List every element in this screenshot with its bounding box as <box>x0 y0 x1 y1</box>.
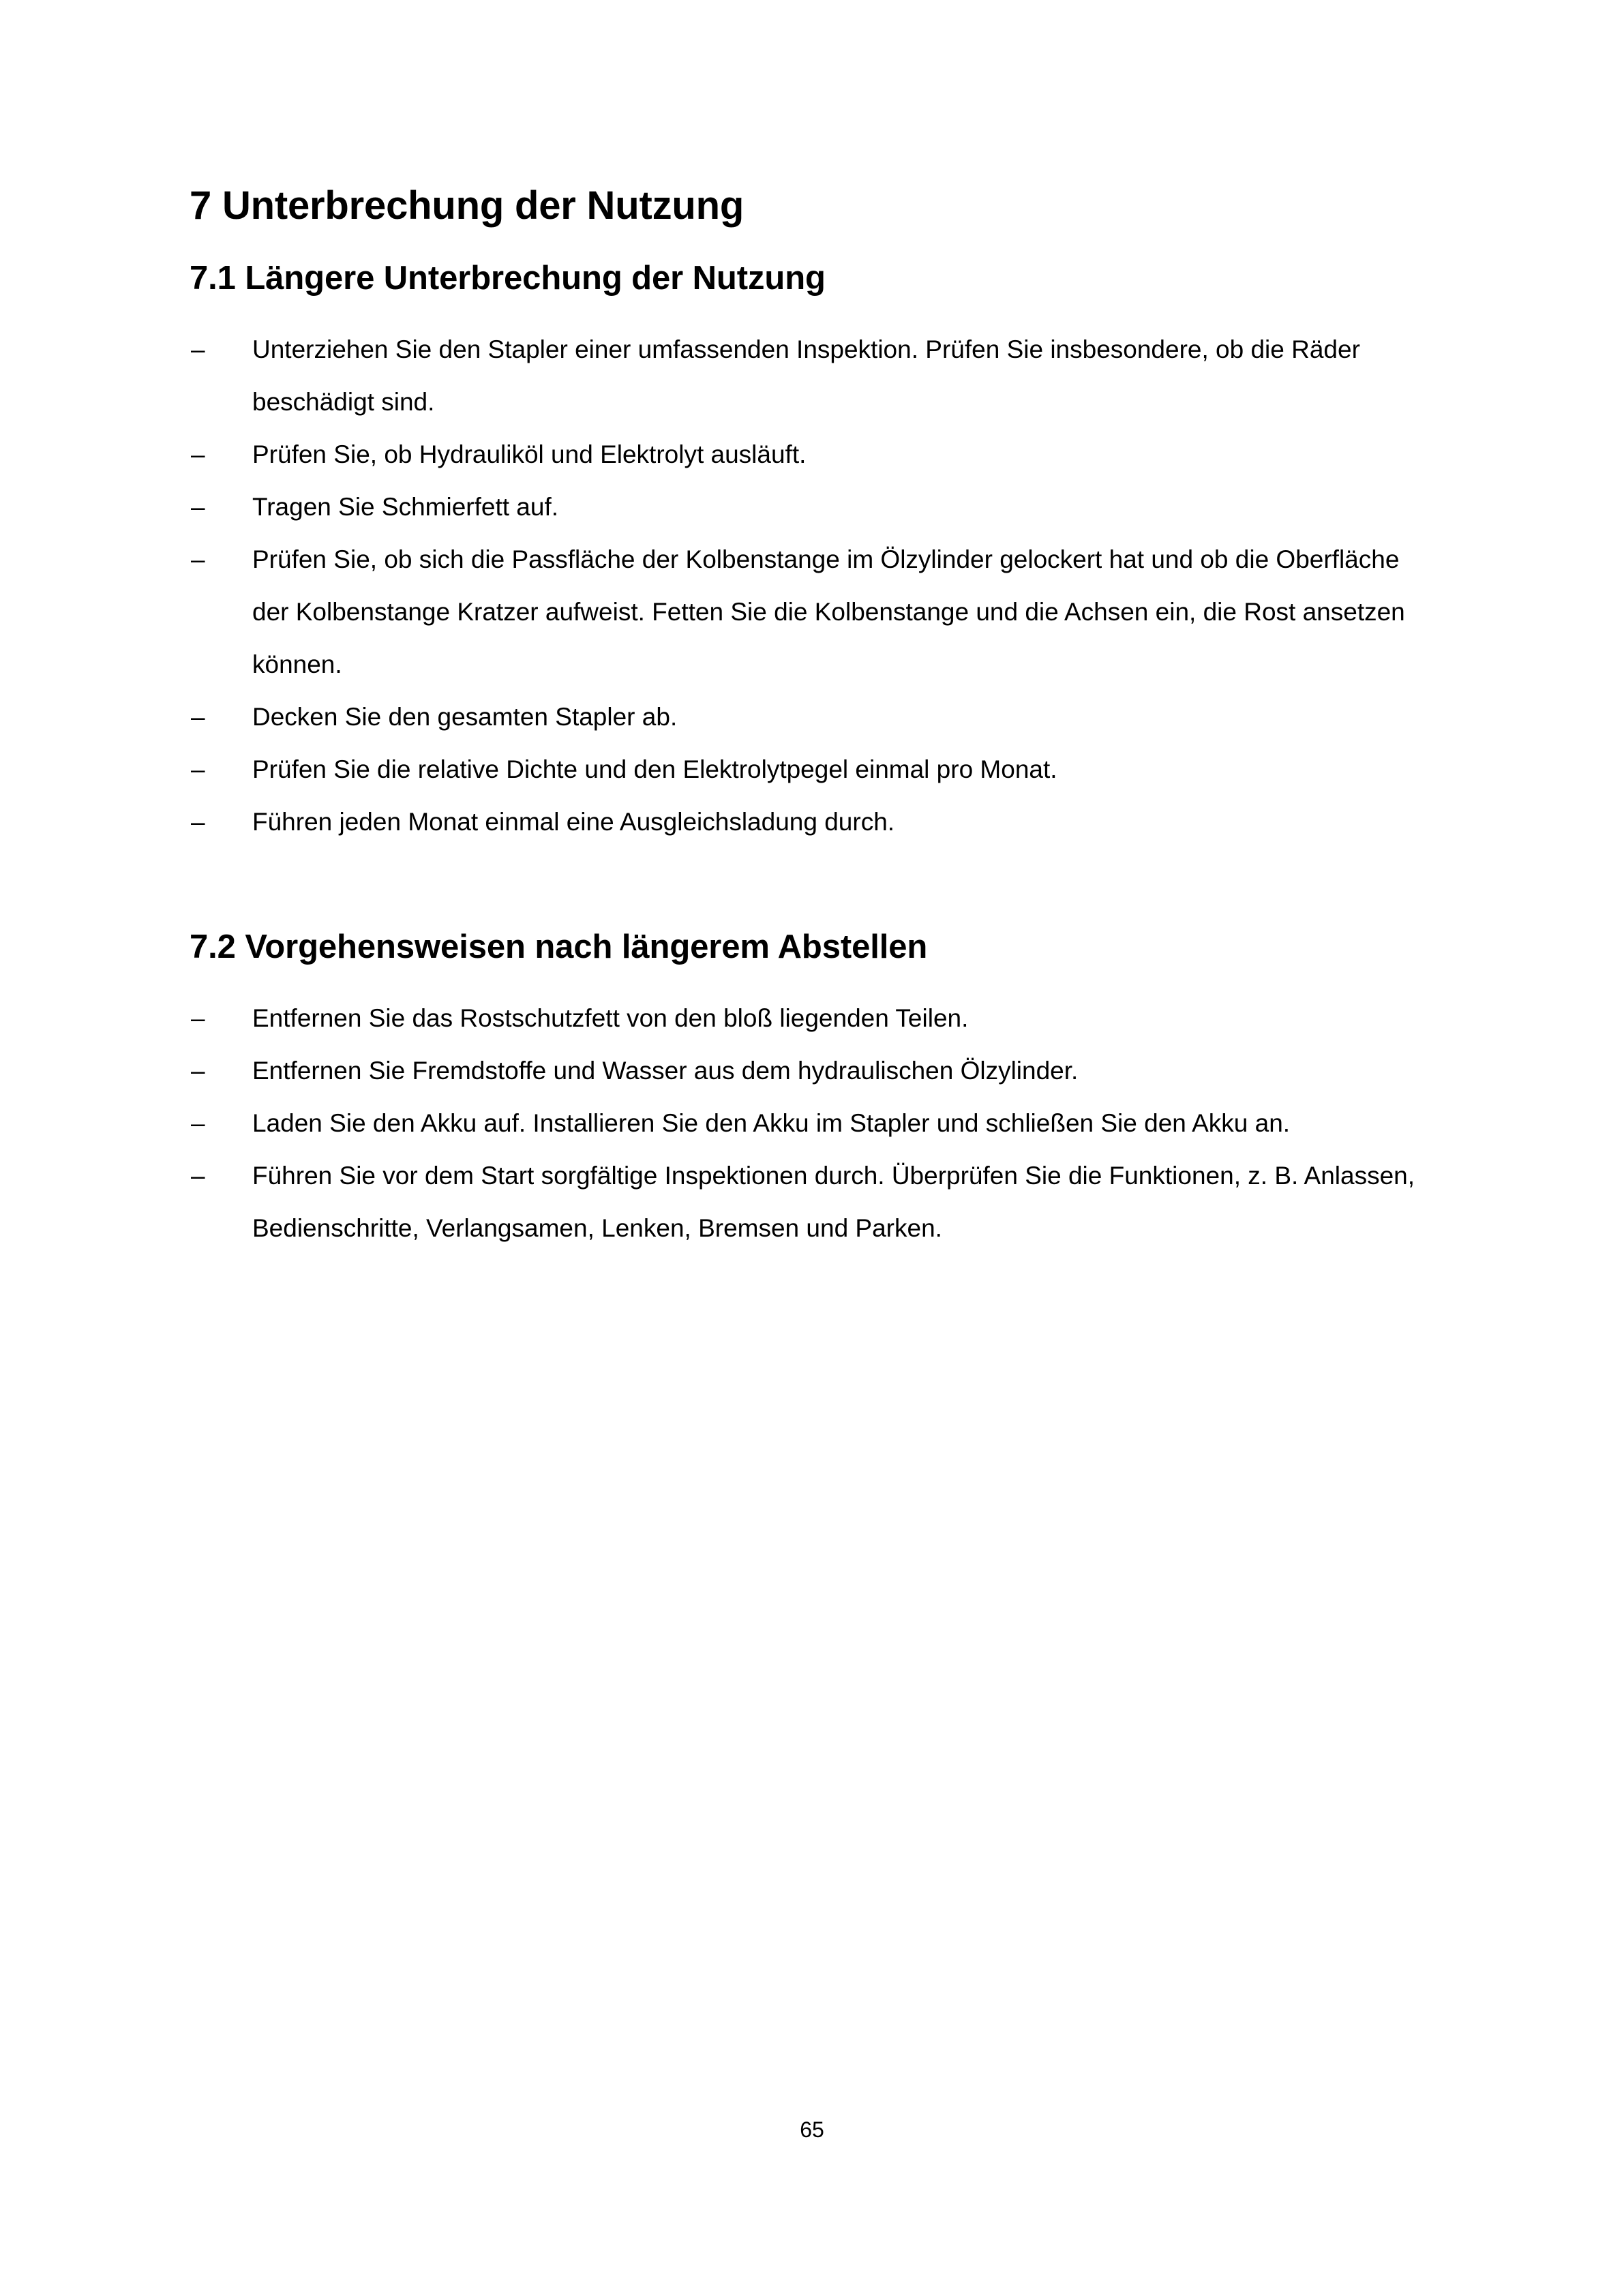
bullet-list-7-1 <box>190 323 1429 848</box>
list-item <box>190 1097 1429 1149</box>
list-item <box>190 796 1429 848</box>
list-item <box>190 1149 1429 1254</box>
spacer <box>190 848 1429 927</box>
list-item-text: Entfernen Sie das Rostschutzfett von den bloß liegenden Teilen. <box>252 1004 969 1033</box>
list-item <box>190 428 1429 481</box>
section-heading-7-2: 7.2 Vorgehensweisen nach längerem Abstellen <box>190 928 928 966</box>
chapter-heading: 7 Unterbrechung der Nutzung <box>190 183 745 228</box>
list-item <box>190 481 1429 533</box>
list-item-text: Prüfen Sie die relative Dichte und den Elektrolytpegel einmal pro Monat. <box>252 755 1057 784</box>
dash-bullet-icon: – <box>191 545 205 574</box>
section-7-2 <box>190 927 1429 1254</box>
list-item-text: Decken Sie den gesamten Stapler ab. <box>252 703 678 731</box>
spacer <box>190 229 1429 258</box>
dash-bullet-icon: – <box>191 1057 205 1085</box>
dash-bullet-icon: – <box>191 703 205 731</box>
dash-bullet-icon: – <box>191 808 205 836</box>
list-item-text: Unterziehen Sie den Stapler einer umfassenden Inspektion. Prüfen Sie insbesondere, ob die Räder beschädigt sind. <box>252 335 1360 417</box>
dash-bullet-icon: – <box>191 1162 205 1190</box>
list-item-text: Führen Sie vor dem Start sorgfältige Inspektionen durch. Überprüfen Sie die Funktionen, z. B. Anlassen, Bedienschritte, Verlangsamen, Lenken, Bremsen und Parken. <box>252 1162 1415 1243</box>
list-item-text: Laden Sie den Akku auf. Installieren Sie den Akku im Stapler und schließen Sie den Akku an. <box>252 1109 1291 1138</box>
dash-bullet-icon: – <box>191 1109 205 1138</box>
spacer <box>190 299 1429 323</box>
dash-bullet-icon: – <box>191 755 205 784</box>
section-heading-7-1: 7.1 Längere Unterbrechung der Nutzung <box>190 260 826 297</box>
dash-bullet-icon: – <box>191 493 205 522</box>
dash-bullet-icon: – <box>191 1004 205 1033</box>
section-7-1 <box>190 258 1429 848</box>
list-item <box>190 743 1429 796</box>
spacer <box>190 967 1429 992</box>
list-item <box>190 992 1429 1044</box>
dash-bullet-icon: – <box>191 335 205 364</box>
list-item <box>190 691 1429 743</box>
page-content <box>190 183 1429 1254</box>
dash-bullet-icon: – <box>191 440 205 469</box>
list-item <box>190 1044 1429 1097</box>
list-item-text: Führen jeden Monat einmal eine Ausgleichsladung durch. <box>252 808 895 836</box>
list-item-text: Prüfen Sie, ob Hydrauliköl und Elektrolyt ausläuft. <box>252 440 807 469</box>
list-item-text: Entfernen Sie Fremdstoffe und Wasser aus dem hydraulischen Ölzylinder. <box>252 1057 1079 1085</box>
list-item-text: Tragen Sie Schmierfett auf. <box>252 493 559 522</box>
list-item <box>190 323 1429 428</box>
page-number-footer: 65 <box>800 2117 824 2142</box>
list-item-text: Prüfen Sie, ob sich die Passfläche der Kolbenstange im Ölzylinder gelockert hat und ob die Oberfläche der Kolbenstange Kratzer aufweist. Fetten Sie die Kolbenstange und die Achsen ein, die Rost ansetzen können. <box>252 545 1405 679</box>
list-item <box>190 533 1429 691</box>
bullet-list-7-2 <box>190 992 1429 1254</box>
